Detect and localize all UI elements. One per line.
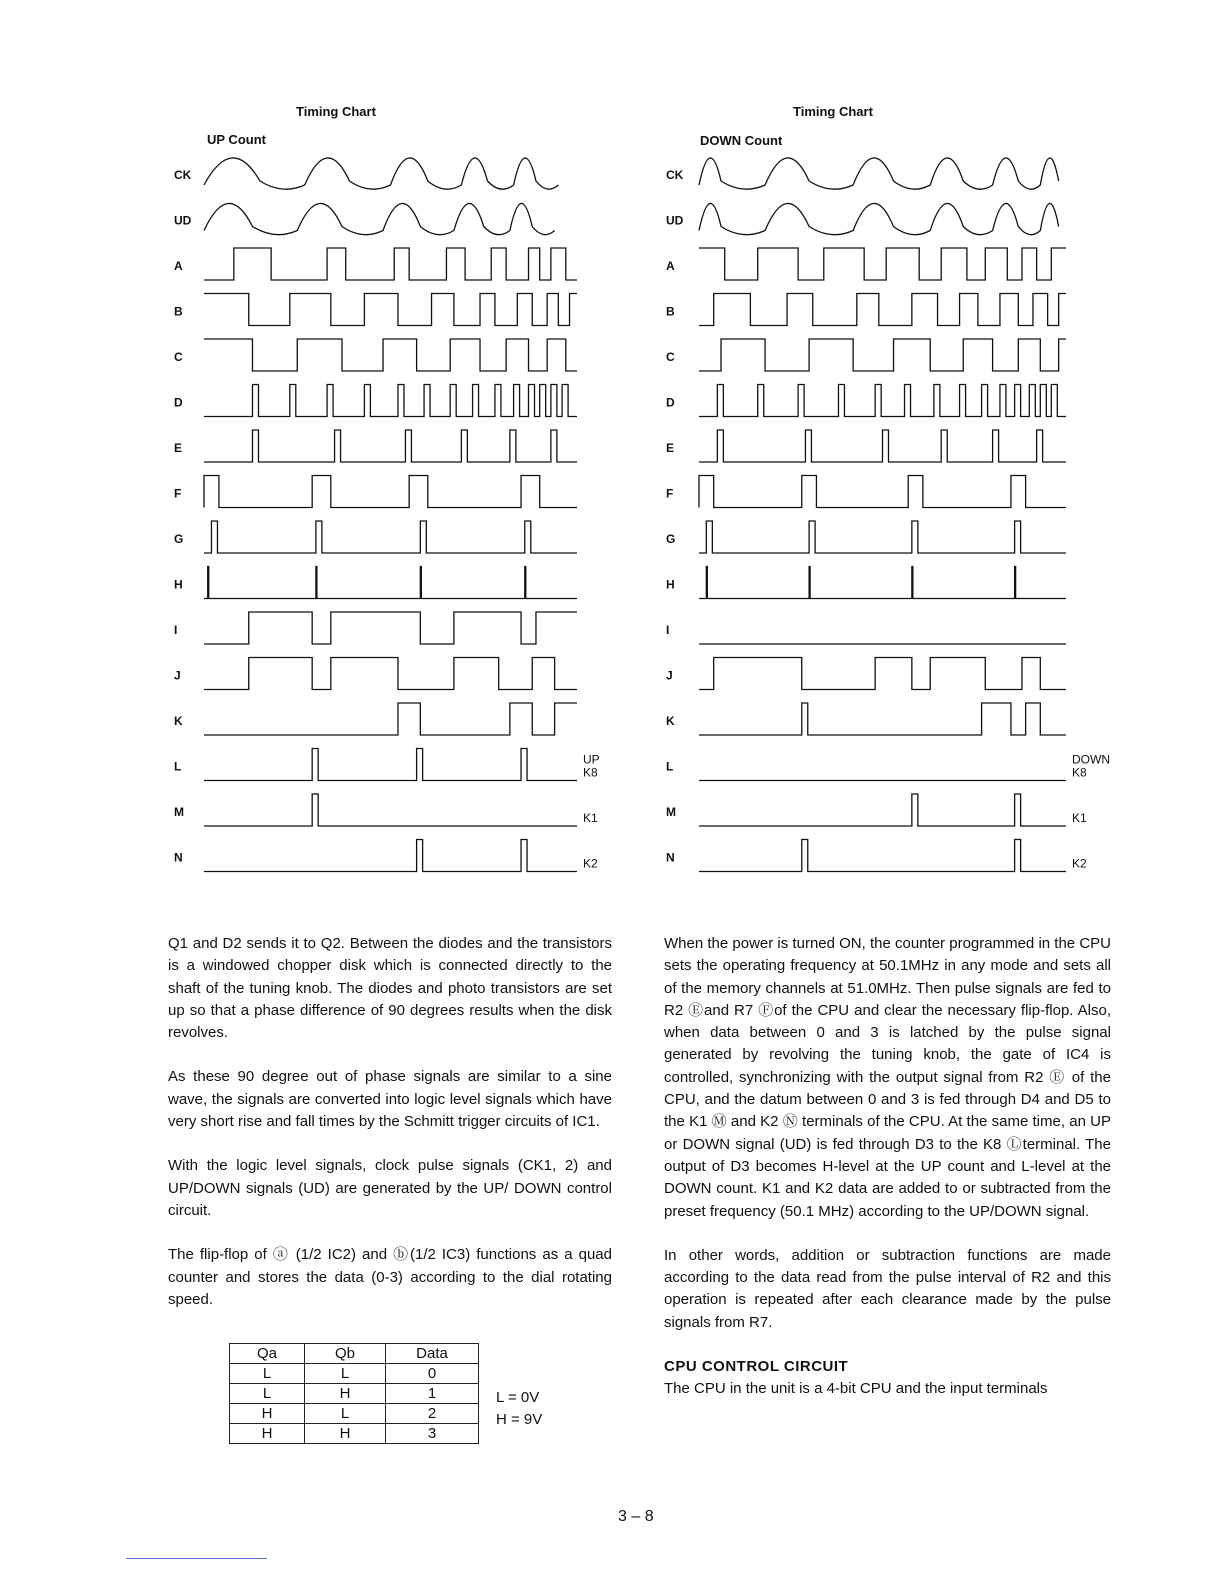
left-text-column xyxy=(168,933,612,1311)
waveform-n xyxy=(204,840,577,872)
waveform-e xyxy=(204,430,577,462)
signal-label-b: B xyxy=(174,304,183,319)
paragraph-addition-subtraction: In other words, addition or subtraction functions are made according to the data read from the pulse interval of R2 and this operation is repeated after each clearance made by the pulse signals from R7. xyxy=(664,1246,1111,1331)
table-row xyxy=(230,1384,479,1404)
signal-label-i: I xyxy=(666,623,670,637)
signal-label-k: K xyxy=(666,714,675,728)
waveform-f xyxy=(699,476,1066,508)
waveform-c xyxy=(699,339,1066,371)
signal-label-e: E xyxy=(174,441,183,455)
waveform-c xyxy=(204,339,577,371)
signal-label-a: A xyxy=(666,259,675,273)
waveform-i xyxy=(204,612,577,644)
table-row xyxy=(230,1424,479,1444)
paragraph-schmitt-trigger: As these 90 degree out of phase signals are similar to a sine wave, the signals are converted into logic level signals which have very short rise and fall times by the Schmitt trigger circuits of IC1. xyxy=(168,1068,612,1131)
table-cell: H xyxy=(305,1384,386,1404)
table-cell: L xyxy=(305,1364,386,1384)
output-label-down: DOWN xyxy=(1072,752,1110,767)
waveform-j xyxy=(204,658,577,690)
table-cell: 3 xyxy=(386,1424,479,1444)
right-chart-subtitle: DOWN Count xyxy=(700,133,783,148)
page-number: 3 – 8 xyxy=(618,1508,654,1525)
waveform-ck xyxy=(699,158,1059,189)
level-legend xyxy=(496,1387,542,1431)
table-cell: L xyxy=(230,1384,305,1404)
waveform-d xyxy=(699,385,1066,417)
waveform-m xyxy=(204,794,577,826)
signal-label-n: N xyxy=(174,850,183,865)
signal-label-h: H xyxy=(666,577,675,592)
waveform-h xyxy=(204,567,577,599)
signal-label-c: C xyxy=(666,350,675,364)
signal-label-ud: UD xyxy=(174,213,192,228)
left-chart-title: Timing Chart xyxy=(296,104,376,119)
output-label-k1: K1 xyxy=(583,811,598,825)
paragraph-control-circuit: With the logic level signals, clock pulse signals (CK1, 2) and UP/DOWN signals (UD) are generated by the UP/ DOWN control circuit. xyxy=(168,1157,612,1219)
signal-label-a: A xyxy=(174,259,183,273)
table-header: Qb xyxy=(305,1344,386,1364)
signal-label-d: D xyxy=(174,395,183,410)
signal-label-e: E xyxy=(666,441,675,455)
signal-label-k: K xyxy=(174,714,183,728)
left-chart-subtitle: UP Count xyxy=(207,132,266,147)
table-cell: 2 xyxy=(386,1404,479,1424)
signal-label-h: H xyxy=(174,577,183,592)
table-header: Data xyxy=(386,1344,479,1364)
waveform-ck xyxy=(204,158,558,189)
table-header: Qa xyxy=(230,1344,305,1364)
table-row xyxy=(230,1364,479,1384)
waveform-j xyxy=(699,658,1066,690)
signal-label-l: L xyxy=(174,759,182,774)
signal-label-ud: UD xyxy=(666,213,684,228)
paragraph-flip-flop: The flip-flop of ⓐ (1/2 IC2) and ⓑ(1/2 IC3) functions as a quad counter and stores the data (0-3) according to the dial rotating speed. xyxy=(168,1246,612,1308)
table-cell: H xyxy=(230,1404,305,1424)
signal-label-j: J xyxy=(666,668,673,683)
waveform-ud xyxy=(699,203,1059,234)
table-cell: L xyxy=(305,1404,386,1424)
legend-high: H = 9V xyxy=(496,1411,543,1428)
paragraph-cpu: The CPU in the unit is a 4-bit CPU and the input terminals xyxy=(664,1380,1048,1398)
signal-label-n: N xyxy=(666,850,675,865)
signal-label-ck: CK xyxy=(666,168,684,182)
signal-label-g: G xyxy=(666,532,676,546)
signal-label-f: F xyxy=(666,486,674,501)
waveform-k xyxy=(204,703,577,735)
output-label-k2: K2 xyxy=(1072,856,1087,871)
signal-label-b: B xyxy=(666,304,675,319)
signal-label-m: M xyxy=(666,805,676,819)
signal-label-c: C xyxy=(174,350,183,364)
signal-label-d: D xyxy=(666,395,675,410)
waveform-m xyxy=(699,794,1066,826)
footer-rule xyxy=(126,1558,267,1559)
waveform-k xyxy=(699,703,1066,735)
signal-label-ck: CK xyxy=(174,168,192,182)
right-timing-chart xyxy=(612,0,1224,900)
waveform-d xyxy=(204,385,577,417)
output-label-k8: K8 xyxy=(583,765,598,780)
waveform-g xyxy=(699,521,1066,553)
signal-label-g: G xyxy=(174,532,184,546)
signal-label-l: L xyxy=(666,759,674,774)
waveform-g xyxy=(204,521,577,553)
table-cell: H xyxy=(230,1424,305,1444)
signal-label-j: J xyxy=(174,668,181,683)
table-cell: 1 xyxy=(386,1384,479,1404)
waveform-ud xyxy=(204,203,555,234)
truth-table xyxy=(229,1343,479,1444)
signal-label-m: M xyxy=(174,805,184,819)
waveform-f xyxy=(204,476,577,508)
output-label-k2: K2 xyxy=(583,856,598,871)
paragraph-chopper-disk: Q1 and D2 sends it to Q2. Between the diodes and the transistors is a windowed chopper disk which is connected directly to the shaft of the tuning knob. The diodes and photo transistors are set up so that a phase difference of 90 degrees results when the disk revolves. xyxy=(168,935,612,1042)
waveform-n xyxy=(699,840,1066,872)
table-cell: L xyxy=(230,1364,305,1384)
output-label-k8: K8 xyxy=(1072,765,1087,780)
waveform-l xyxy=(204,749,577,781)
signal-label-f: F xyxy=(174,486,182,501)
waveform-a xyxy=(204,248,577,280)
right-text-column xyxy=(664,933,1111,1401)
paragraph-power-on: When the power is turned ON, the counter programmed in the CPU sets the operating frequency at 50.1MHz in any mode and sets all of the memory channels at 51.0MHz. Then pulse signals are fed to R2 Ⓔand R7 Ⓕof the CPU and clear the necessary flip-flop. Also, when data between 0 and 3 is latched by the pulse signal generated by revolving the tuning knob, the gate of IC4 is controlled, synchronizing with the output signal from R2 Ⓔ of the CPU, and the datum between 0 and 3 is fed through D4 and D5 to the K1 Ⓜ and K2 Ⓝ terminals of the CPU. At the same time, an UP or DOWN signal (UD) is fed through D3 to the K8 Ⓛterminal. The output of D3 becomes H-level at the UP count and L-level at the DOWN count. K1 and K2 data are added to or subtracted from the preset frequency (50.1 MHz) according to the UP/DOWN signal. xyxy=(664,935,1111,1220)
legend-low: L = 0V xyxy=(496,1389,540,1406)
waveform-b xyxy=(699,294,1066,326)
table-header-row xyxy=(230,1344,479,1364)
left-timing-chart xyxy=(0,0,612,900)
table-cell: 0 xyxy=(386,1364,479,1384)
waveform-h xyxy=(699,567,1066,599)
signal-label-i: I xyxy=(174,623,178,637)
waveform-a xyxy=(699,248,1066,280)
table-row xyxy=(230,1404,479,1424)
waveform-e xyxy=(699,430,1066,462)
right-chart-title: Timing Chart xyxy=(793,104,873,119)
waveform-b xyxy=(204,294,577,326)
table-cell: H xyxy=(305,1424,386,1444)
section-heading: CPU CONTROL CIRCUIT xyxy=(664,1358,849,1376)
output-label-k1: K1 xyxy=(1072,811,1087,825)
output-label-up: UP xyxy=(583,752,600,767)
